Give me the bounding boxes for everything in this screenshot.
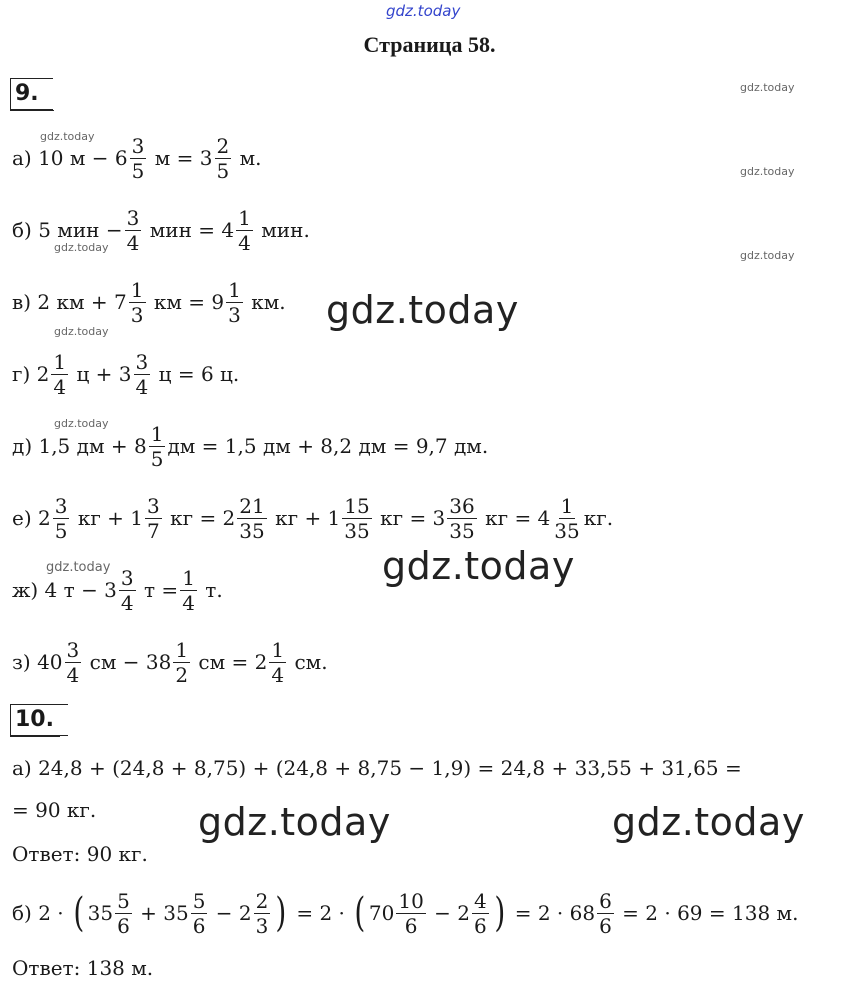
fraction-denominator: 6 [192, 913, 206, 938]
fraction-numerator: 2 [216, 133, 230, 158]
fraction [115, 888, 132, 938]
fraction [65, 637, 82, 687]
fraction [254, 888, 271, 938]
fraction-numerator: 3 [135, 349, 149, 374]
math-text: м = 3 [148, 146, 213, 170]
math-text: = 90 кг. [12, 798, 97, 822]
fraction-numerator: 10 [398, 888, 424, 913]
watermark-big: gdz.today [612, 800, 805, 844]
math-text: Ответ: 90 кг. [12, 842, 148, 866]
fraction-denominator: 5 [150, 446, 164, 471]
fraction-denominator: 3 [255, 913, 269, 938]
fraction-denominator: 3 [228, 302, 241, 327]
fraction [191, 888, 208, 938]
task-number-underline [10, 736, 60, 737]
math-text: мин. [254, 218, 310, 242]
watermark-big: gdz.today [382, 544, 575, 588]
math-text: − 2 [427, 901, 470, 925]
fraction-numerator: 1 [130, 277, 144, 302]
watermark-small: gdz.today [740, 249, 795, 262]
math-text: дм = 1,5 дм + 8,2 дм = 9,7 дм. [167, 434, 489, 458]
math-text: Ответ: 138 м. [12, 956, 154, 980]
math-text: з) 40 [12, 650, 63, 674]
fraction [236, 205, 253, 255]
math-text: см. [288, 650, 328, 674]
fraction-denominator: 7 [147, 518, 160, 543]
watermark-top: gdz.today [386, 2, 461, 20]
fraction-denominator: 4 [53, 374, 67, 399]
math-text: в) 2 км + 7 [12, 290, 127, 314]
fraction-denominator: 35 [344, 518, 370, 543]
fraction-numerator: 1 [150, 421, 164, 446]
math-text: а) 24,8 + (24,8 + 8,75) + (24,8 + 8,75 − 1,9) = 24,8 + 33,55 + 31,65 = [12, 756, 742, 780]
task9-line-e [12, 488, 613, 548]
math-text: 70 [368, 901, 395, 925]
fraction-denominator: 3 [130, 302, 144, 327]
fraction-denominator: 4 [126, 230, 140, 255]
math-text: д) 1,5 дм + 8 [12, 434, 147, 458]
watermark-small: gdz.today [54, 417, 109, 430]
fraction-numerator: 15 [344, 493, 370, 518]
math-text: кг = 3 [373, 506, 446, 530]
fraction-numerator: 2 [255, 888, 269, 913]
math-text: = 2 · [290, 901, 352, 925]
fraction-denominator: 35 [239, 518, 265, 543]
fraction-denominator: 4 [182, 590, 195, 615]
fraction [51, 349, 68, 399]
math-text: а) 10 м − 6 [12, 146, 128, 170]
task10-answer-a [12, 826, 148, 882]
fraction-denominator: 5 [54, 518, 68, 543]
fraction-denominator: 6 [474, 913, 487, 938]
fraction-numerator: 3 [54, 493, 68, 518]
watermark-small: gdz.today [46, 560, 111, 575]
fraction [342, 493, 371, 543]
math-text: кг = 4 [478, 506, 551, 530]
math-text: кг. [583, 506, 614, 530]
math-text: е) 2 [12, 506, 51, 530]
math-text: кг = 2 [163, 506, 236, 530]
task-number-9 [10, 78, 53, 110]
fraction-denominator: 6 [117, 913, 130, 938]
math-text: км = 9 [147, 290, 225, 314]
math-text: т = [137, 578, 179, 602]
fraction-denominator: 2 [175, 662, 189, 687]
fraction [53, 493, 70, 543]
fraction-numerator: 3 [126, 205, 140, 230]
fraction-numerator: 1 [560, 493, 574, 518]
task9-line-d [12, 416, 488, 476]
math-text: = 2 · 68 [508, 901, 596, 925]
fraction [269, 637, 286, 687]
fraction [215, 133, 232, 183]
math-text: м. [233, 146, 262, 170]
fraction [237, 493, 266, 543]
math-text: 35 [87, 901, 114, 925]
task9-line-a [12, 128, 262, 188]
fraction-numerator: 21 [239, 493, 265, 518]
fraction-denominator: 4 [271, 662, 285, 687]
math-text: кг + 1 [71, 506, 144, 530]
fraction-denominator: 35 [554, 518, 580, 543]
fraction [447, 493, 476, 543]
fraction-numerator: 5 [192, 888, 206, 913]
page-title: Страница 58. [363, 32, 496, 57]
fraction [597, 888, 614, 938]
fraction-denominator: 35 [449, 518, 475, 543]
fraction [472, 888, 489, 938]
watermark-small: gdz.today [40, 130, 95, 143]
fraction [149, 421, 166, 471]
watermark-small: gdz.today [740, 165, 795, 178]
watermark-small: gdz.today [54, 241, 109, 254]
task9-line-b [12, 200, 310, 260]
fraction [130, 133, 147, 183]
math-text: б) 5 мин − [12, 218, 123, 242]
task-number-underline [10, 110, 54, 111]
math-text: т. [198, 578, 223, 602]
fraction [119, 565, 136, 615]
fraction-numerator: 36 [449, 493, 475, 518]
fraction-numerator: 6 [599, 888, 612, 913]
task9-line-g [12, 344, 239, 404]
fraction-numerator: 1 [175, 637, 189, 662]
task9-line-v [12, 272, 286, 332]
fraction [134, 349, 151, 399]
fraction-numerator: 3 [66, 637, 80, 662]
math-text: см = 2 [192, 650, 268, 674]
fraction-numerator: 5 [117, 888, 130, 913]
fraction-denominator: 4 [135, 374, 149, 399]
fraction [396, 888, 425, 938]
fraction-denominator: 5 [216, 158, 230, 183]
fraction [226, 277, 243, 327]
fraction-numerator: 1 [228, 277, 241, 302]
math-text: км. [244, 290, 286, 314]
fraction [145, 493, 162, 543]
math-text: кг + 1 [268, 506, 341, 530]
task-number-label: 10. [15, 707, 54, 732]
math-text: − 2 [209, 901, 252, 925]
fraction-denominator: 4 [238, 230, 251, 255]
task9-line-zh [12, 560, 223, 620]
math-text: = 2 · 69 = 138 м. [615, 901, 799, 925]
fraction-numerator: 1 [53, 349, 67, 374]
math-text: + 35 [133, 901, 189, 925]
fraction [173, 637, 190, 687]
math-text: ц + 3 [70, 362, 132, 386]
fraction [125, 205, 142, 255]
math-text: ц = 6 ц. [152, 362, 240, 386]
paren-close: ) [494, 890, 506, 936]
task10-line-a1 [12, 740, 742, 796]
task9-line-z [12, 632, 328, 692]
fraction-numerator: 3 [131, 133, 145, 158]
task10-line-b [12, 878, 798, 948]
fraction-numerator: 3 [147, 493, 160, 518]
watermark-big: gdz.today [326, 288, 519, 332]
fraction [129, 277, 146, 327]
fraction-denominator: 4 [66, 662, 80, 687]
fraction-denominator: 6 [404, 913, 418, 938]
fraction-numerator: 1 [238, 205, 251, 230]
fraction [180, 565, 197, 615]
fraction-numerator: 1 [271, 637, 285, 662]
fraction [552, 493, 581, 543]
task10-answer-b [12, 940, 153, 996]
fraction-numerator: 3 [120, 565, 134, 590]
fraction-denominator: 6 [599, 913, 612, 938]
task-number-10 [10, 704, 68, 736]
math-text: ж) 4 т − 3 [12, 578, 117, 602]
watermark-small: gdz.today [740, 81, 795, 94]
fraction-numerator: 4 [474, 888, 487, 913]
fraction-denominator: 4 [120, 590, 134, 615]
watermark-big: gdz.today [198, 800, 391, 844]
paren-open: ( [73, 890, 85, 936]
math-text: г) 2 [12, 362, 50, 386]
fraction-denominator: 5 [131, 158, 145, 183]
fraction-numerator: 1 [182, 565, 195, 590]
paren-close: ) [275, 890, 287, 936]
math-text: мин = 4 [143, 218, 235, 242]
task-number-label: 9. [15, 81, 39, 106]
math-text: б) 2 · [12, 901, 70, 925]
math-text: см − 38 [83, 650, 172, 674]
paren-open: ( [354, 890, 366, 936]
watermark-small: gdz.today [54, 325, 109, 338]
